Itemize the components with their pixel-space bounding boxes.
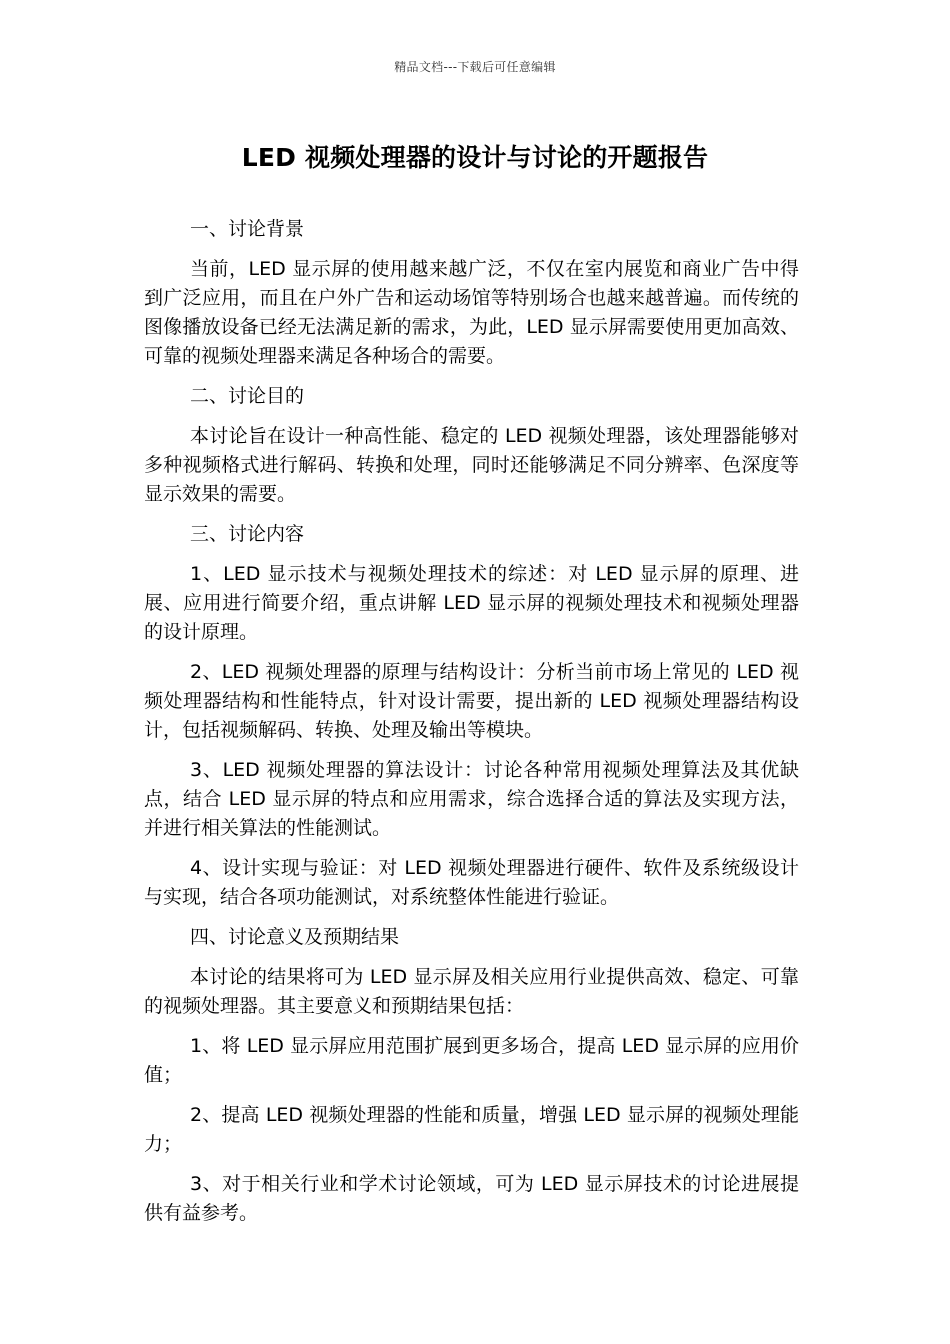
document-body — [144, 215, 799, 1239]
purpose-paragraph: 本讨论旨在设计一种高性能、稳定的 LED 视频处理器，该处理器能够对多种视频格式进行解码、转换和处理，同时还能够满足不同分辨率、色深度等显示效果的需要。 — [144, 425, 799, 505]
significance-item-1: 1、将 LED 显示屏应用范围扩展到更多场合，提高 LED 显示屏的应用价值； — [144, 1035, 799, 1086]
header-note: 精品文档---下载后可任意编辑 — [394, 60, 556, 74]
section-heading-background: 一、讨论背景 — [190, 218, 305, 240]
background-paragraph: 当前，LED 显示屏的使用越来越广泛，不仅在室内展览和商业广告中得到广泛应用，而且在户外广告和运动场馆等特别场合也越来越普遍。而传统的图像播放设备已经无法满足新的需求，为此，LED 显示屏需要使用更加高效、可靠的视频处理器来满足各种场合的需要。 — [144, 258, 799, 367]
content-item-2: 2、LED 视频处理器的原理与结构设计：分析当前市场上常见的 LED 视频处理器结构和性能特点，针对设计需要，提出新的 LED 视频处理器结构设计，包括视频解码、转换、处理及输出等模块。 — [144, 661, 799, 741]
section-heading-content: 三、讨论内容 — [190, 523, 305, 545]
significance-paragraph: 本讨论的结果将可为 LED 显示屏及相关应用行业提供高效、稳定、可靠的视频处理器。其主要意义和预期结果包括： — [144, 966, 799, 1017]
section-heading-significance: 四、讨论意义及预期结果 — [190, 926, 400, 948]
significance-item-2: 2、提高 LED 视频处理器的性能和质量，增强 LED 显示屏的视频处理能力； — [144, 1104, 799, 1155]
document-title: LED 视频处理器的设计与讨论的开题报告 — [241, 143, 709, 172]
content-item-4: 4、设计实现与验证：对 LED 视频处理器进行硬件、软件及系统级设计与实现，结合各项功能测试，对系统整体性能进行验证。 — [144, 857, 799, 908]
content-item-1: 1、LED 显示技术与视频处理技术的综述：对 LED 显示屏的原理、进展、应用进行简要介绍，重点讲解 LED 显示屏的视频处理技术和视频处理器的设计原理。 — [144, 563, 799, 643]
content-item-3: 3、LED 视频处理器的算法设计：讨论各种常用视频处理算法及其优缺点，结合 LED 显示屏的特点和应用需求，综合选择合适的算法及实现方法，并进行相关算法的性能测试。 — [144, 759, 799, 839]
significance-item-3: 3、对于相关行业和学术讨论领域，可为 LED 显示屏技术的讨论进展提供有益参考。 — [144, 1173, 799, 1224]
section-heading-purpose: 二、讨论目的 — [190, 385, 305, 407]
